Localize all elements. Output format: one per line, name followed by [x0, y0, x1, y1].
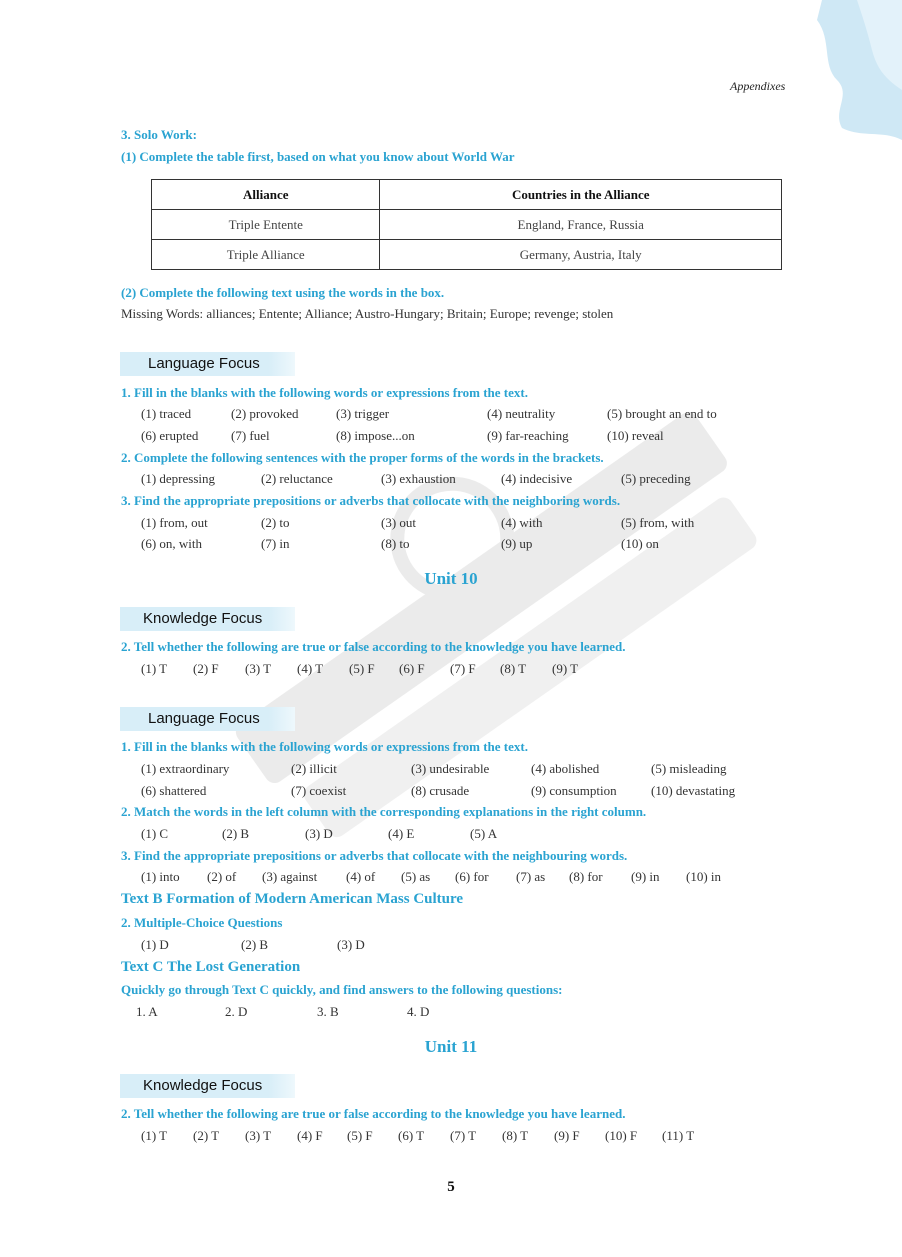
- table-cell: Triple Alliance: [152, 240, 380, 270]
- lf1-q2: 2. Complete the following sentences with the proper forms of the words in the brackets.: [121, 450, 604, 465]
- answer-item: (4) T: [297, 661, 324, 676]
- page-number: 5: [447, 1179, 455, 1195]
- answer-item: (2) illicit: [291, 761, 337, 776]
- answer-item: (2) T: [193, 1128, 220, 1143]
- answer-item: (9) far-reaching: [487, 428, 569, 443]
- answer-item: (9) up: [501, 536, 533, 551]
- answer-item: (3) T: [245, 1128, 272, 1143]
- lf1-q3: 3. Find the appropriate prepositions or adverbs that collocate with the neighboring words.: [121, 493, 621, 508]
- answer-item: (3) out: [381, 515, 417, 530]
- answer-item: (1) traced: [141, 406, 192, 421]
- answer-item: (1) D: [141, 937, 169, 952]
- answer-item: (10) devastating: [651, 783, 736, 798]
- corner-decoration: [762, 0, 902, 140]
- answer-item: (6) for: [455, 869, 489, 884]
- answer-item: (1) into: [141, 869, 180, 884]
- table-header-cell: Alliance: [152, 180, 380, 210]
- text-b-title: Text B Formation of Modern American Mass Culture: [121, 891, 464, 907]
- answer-item: (8) crusade: [411, 783, 470, 798]
- answer-item: (7) T: [450, 1128, 477, 1143]
- answer-item: (1) C: [141, 826, 169, 841]
- answer-item: (6) on, with: [141, 536, 203, 551]
- answer-item: (5) F: [349, 661, 375, 676]
- answer-item: (5) A: [470, 826, 498, 841]
- answer-item: (6) shattered: [141, 783, 207, 798]
- table-header-row: [152, 180, 782, 210]
- solo-work-part2: (2) Complete the following text using the words in the box.: [121, 285, 445, 300]
- unit-10-title: Unit 10: [424, 569, 478, 588]
- answer-item: (11) T: [662, 1128, 695, 1143]
- answer-item: (4) neutrality: [487, 406, 556, 421]
- label-text: Language Focus: [148, 710, 260, 727]
- answer-item: (8) T: [500, 661, 527, 676]
- answer-item: (4) of: [346, 869, 376, 884]
- answer-item: (1) extraordinary: [141, 761, 230, 776]
- answer-item: (4) F: [297, 1128, 323, 1143]
- text-c-instructions: Quickly go through Text C quickly, and find answers to the following questions:: [121, 982, 563, 997]
- answer-item: (8) to: [381, 536, 410, 551]
- answer-item: (8) T: [502, 1128, 529, 1143]
- label-text: Knowledge Focus: [143, 610, 263, 627]
- answer-item: (4) with: [501, 515, 543, 530]
- language-focus-label: [120, 707, 295, 731]
- table-cell: England, France, Russia: [380, 210, 782, 240]
- running-header: Appendixes: [730, 79, 786, 93]
- unit10-lf-q2: 2. Match the words in the left column with the corresponding explanations in the right column.: [121, 804, 647, 819]
- answer-item: (6) F: [399, 661, 425, 676]
- answer-item: (5) from, with: [621, 515, 695, 530]
- answer-item: (6) T: [398, 1128, 425, 1143]
- missing-words: Missing Words: alliances; Entente; Alliance; Austro-Hungary; Britain; Europe; revenge; stolen: [121, 306, 614, 321]
- answer-item: (9) T: [552, 661, 579, 676]
- label-text: Knowledge Focus: [143, 1077, 263, 1094]
- answer-item: (3) undesirable: [411, 761, 490, 776]
- answer-item: 3. B: [317, 1004, 339, 1019]
- table-cell: Germany, Austria, Italy: [380, 240, 782, 270]
- answer-item: (5) F: [347, 1128, 373, 1143]
- alliance-table: [151, 179, 782, 270]
- answer-item: (1) T: [141, 661, 168, 676]
- answer-item: (2) B: [241, 937, 269, 952]
- answer-item: (3) against: [262, 869, 318, 884]
- text-b-q2: 2. Multiple-Choice Questions: [121, 915, 283, 930]
- lf1-q1: 1. Fill in the blanks with the following words or expressions from the text.: [121, 385, 528, 400]
- answer-item: (3) exhaustion: [381, 471, 456, 486]
- unit10-lf-q1: 1. Fill in the blanks with the following words or expressions from the text.: [121, 739, 528, 754]
- answer-item: (5) as: [401, 869, 431, 884]
- answer-item: (2) of: [207, 869, 237, 884]
- answer-item: (3) D: [337, 937, 365, 952]
- table-row: [152, 240, 782, 270]
- answer-item: (8) impose...on: [336, 428, 415, 443]
- answer-item: (2) provoked: [231, 406, 299, 421]
- answer-item: (7) F: [450, 661, 476, 676]
- answer-item: (4) abolished: [531, 761, 600, 776]
- answer-item: (7) coexist: [291, 783, 347, 798]
- answer-item: (8) for: [569, 869, 603, 884]
- table-header-cell: Countries in the Alliance: [380, 180, 782, 210]
- answer-item: (1) from, out: [141, 515, 208, 530]
- unit10-lf-q3: 3. Find the appropriate prepositions or adverbs that collocate with the neighbouring words.: [121, 848, 628, 863]
- answer-item: (2) B: [222, 826, 250, 841]
- answer-item: (10) reveal: [607, 428, 664, 443]
- answer-item: (6) erupted: [141, 428, 199, 443]
- solo-work-part1: (1) Complete the table first, based on what you know about World War: [121, 149, 515, 164]
- answer-item: (3) D: [305, 826, 333, 841]
- answer-item: (5) brought an end to: [607, 406, 717, 421]
- answer-item: (10) F: [605, 1128, 638, 1143]
- answer-item: (2) reluctance: [261, 471, 333, 486]
- answer-item: 2. D: [225, 1004, 248, 1019]
- answer-item: (9) consumption: [531, 783, 617, 798]
- answer-item: (7) in: [261, 536, 290, 551]
- answer-item: (7) fuel: [231, 428, 270, 443]
- knowledge-focus-label: [120, 607, 295, 631]
- answer-item: (10) in: [686, 869, 722, 884]
- answer-item: (3) T: [245, 661, 272, 676]
- answer-item: (1) depressing: [141, 471, 216, 486]
- answer-item: (10) on: [621, 536, 659, 551]
- answer-item: 4. D: [407, 1004, 430, 1019]
- text-c-title: Text C The Lost Generation: [121, 959, 301, 975]
- answer-item: (1) T: [141, 1128, 168, 1143]
- answer-item: (3) trigger: [336, 406, 390, 421]
- answer-item: (5) misleading: [651, 761, 727, 776]
- table-cell: Triple Entente: [152, 210, 380, 240]
- unit11-kf-q2: 2. Tell whether the following are true or false according to the knowledge you have learned.: [121, 1106, 626, 1121]
- table-row: [152, 210, 782, 240]
- answer-item: (5) preceding: [621, 471, 691, 486]
- answer-item: (2) F: [193, 661, 219, 676]
- solo-work-heading: 3. Solo Work:: [121, 127, 197, 142]
- label-text: Language Focus: [148, 355, 260, 372]
- answer-item: (9) F: [554, 1128, 580, 1143]
- answer-item: (7) as: [516, 869, 546, 884]
- answer-item: (4) indecisive: [501, 471, 573, 486]
- language-focus-label: [120, 352, 295, 376]
- unit-11-title: Unit 11: [424, 1037, 478, 1056]
- answer-item: (4) E: [388, 826, 415, 841]
- unit10-kf-q2: 2. Tell whether the following are true or false according to the knowledge you have learned.: [121, 639, 626, 654]
- answer-item: (9) in: [631, 869, 660, 884]
- knowledge-focus-label: [120, 1074, 295, 1098]
- answer-item: (2) to: [261, 515, 290, 530]
- answer-item: 1. A: [136, 1004, 158, 1019]
